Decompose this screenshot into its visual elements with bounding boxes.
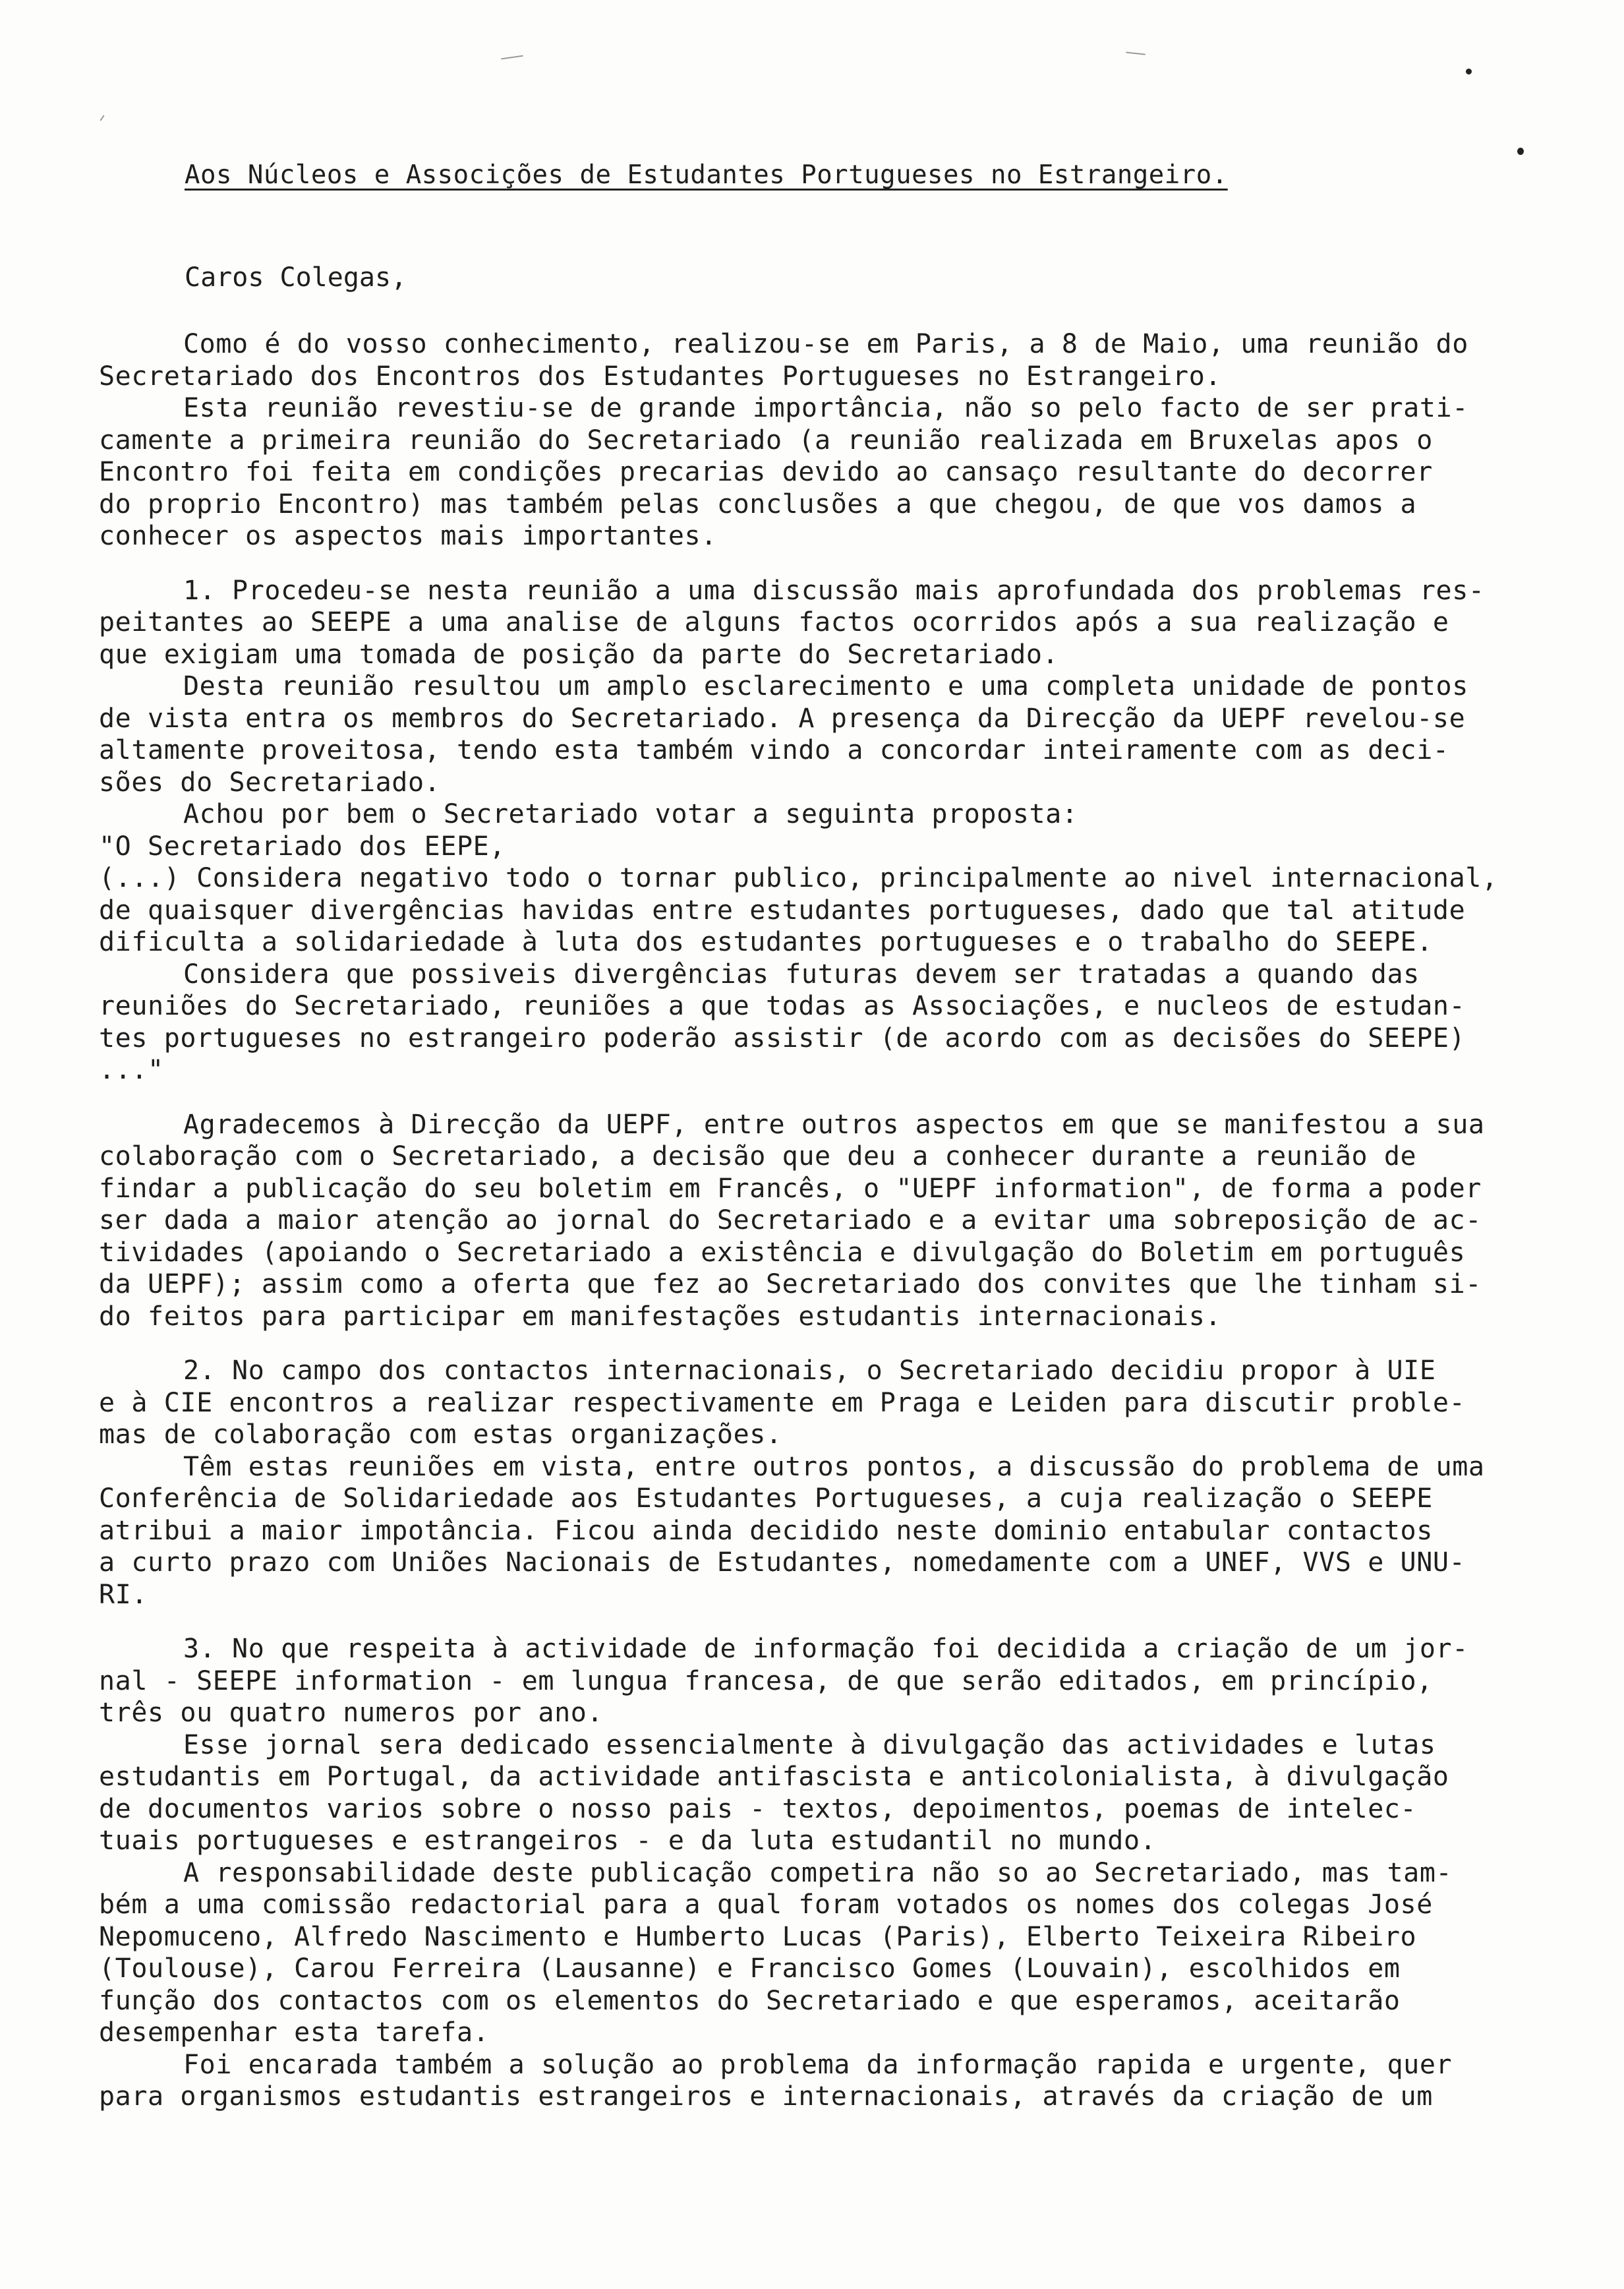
text-line: bém a uma comissão redactorial para a qual foram votados os nomes dos colegas José bbox=[99, 1889, 1433, 1920]
text-line: altamente proveitosa, tendo esta também vindo a concordar inteiramente com as deci- bbox=[99, 735, 1449, 765]
paragraph bbox=[99, 1109, 1536, 1333]
text-line: tes portugueses no estrangeiro poderão assistir (de acordo com as decisões do SEEPE) bbox=[99, 1023, 1466, 1054]
paragraph-gap bbox=[99, 552, 1536, 575]
text-line: tividades (apoiando o Secretariado a existência e divulgação do Boletim em português bbox=[99, 1237, 1466, 1268]
text-line: A responsabilidade deste publicação competira não so ao Secretariado, mas tam- bbox=[183, 1857, 1453, 1888]
paragraph bbox=[99, 798, 1536, 831]
text-line: colaboração com o Secretariado, a decisão que deu a conhecer durante a reunião de bbox=[99, 1141, 1417, 1172]
text-line: de documentos varios sobre o nosso pais - textos, depoimentos, poemas de intelec- bbox=[99, 1793, 1417, 1824]
text-line: Nepomuceno, Alfredo Nascimento e Humberto Lucas (Paris), Elberto Teixeira Ribeiro bbox=[99, 1921, 1417, 1952]
text-line: (Toulouse), Carou Ferreira (Lausanne) e Francisco Gomes (Louvain), escolhidos em bbox=[99, 1953, 1401, 1984]
paragraph bbox=[99, 670, 1536, 798]
letter-body bbox=[99, 328, 1536, 2113]
text-line: Considera que possiveis divergências futuras devem ser tratadas a quando das bbox=[183, 959, 1420, 990]
text-line: 3. No que respeita à actividade de informação foi decidida a criação de um jor- bbox=[183, 1634, 1468, 1664]
scan-mark bbox=[1126, 51, 1146, 55]
document-title: Aos Núcleos e Associções de Estudantes Portugueses no Estrangeiro. bbox=[185, 160, 1228, 190]
text-line: função dos contactos com os elementos do Secretariado e que esperamos, aceitarão bbox=[99, 1985, 1401, 2016]
paragraph-gap bbox=[99, 1611, 1536, 1633]
ink-speck bbox=[1466, 69, 1472, 74]
text-line: Desta reunião resultou um amplo esclarecimento e uma completa unidade de pontos bbox=[183, 671, 1468, 701]
salutation: Caros Colegas, bbox=[185, 262, 407, 293]
scan-mark bbox=[501, 55, 523, 60]
text-line: sões do Secretariado. bbox=[99, 767, 441, 798]
scan-mark bbox=[100, 115, 104, 121]
text-line: Como é do vosso conhecimento, realizou-se em Paris, a 8 de Maio, uma reunião do bbox=[183, 329, 1468, 359]
text-line: mas de colaboração com estas organizações. bbox=[99, 1419, 782, 1450]
paragraph bbox=[99, 575, 1536, 671]
paragraph bbox=[99, 1355, 1536, 1451]
text-line: Achou por bem o Secretariado votar a seguinta proposta: bbox=[183, 799, 1078, 829]
text-line: 2. No campo dos contactos internacionais, o Secretariado decidiu propor à UIE bbox=[183, 1355, 1436, 1386]
text-line: e à CIE encontros a realizar respectivamente em Praga e Leiden para discutir proble- bbox=[99, 1387, 1466, 1418]
text-line: Têm estas reuniões em vista, entre outros pontos, a discussão do problema de uma bbox=[183, 1451, 1485, 1482]
text-line: Esse jornal sera dedicado essencialmente à divulgação das actividades e lutas bbox=[183, 1729, 1436, 1760]
paragraph bbox=[99, 392, 1536, 552]
text-line: Conferência de Solidariedade aos Estudantes Portugueses, a cuja realização o SEEPE bbox=[99, 1483, 1433, 1514]
text-line: "O Secretariado dos EEPE, bbox=[99, 831, 506, 862]
text-line: Secretariado dos Encontros dos Estudantes Portugueses no Estrangeiro. bbox=[99, 361, 1222, 392]
paragraph bbox=[99, 1451, 1536, 1611]
paragraph bbox=[99, 1857, 1536, 2049]
text-line: tuais portugueses e estrangeiros - e da luta estudantil no mundo. bbox=[99, 1826, 1157, 1856]
text-line: dificulta a solidariedade à luta dos estudantes portugueses e o trabalho do SEEPE. bbox=[99, 927, 1433, 957]
text-line: (...) Considera negativo todo o tornar publico, principalmente ao nivel internacional, bbox=[99, 863, 1498, 893]
paragraph bbox=[99, 831, 1536, 959]
text-line: de quaisquer divergências havidas entre estudantes portugueses, dado que tal atitude bbox=[99, 895, 1466, 926]
paragraph bbox=[99, 1729, 1536, 1857]
text-line: do proprio Encontro) mas também pelas conclusões a que chegou, de que vos damos a bbox=[99, 489, 1417, 520]
paragraph bbox=[99, 1633, 1536, 1729]
ink-speck bbox=[1517, 148, 1524, 155]
text-line: camente a primeira reunião do Secretariado (a reunião realizada em Bruxelas apos o bbox=[99, 425, 1433, 456]
text-line: de vista entra os membros do Secretariado. A presença da Direcção da UEPF revelou-se bbox=[99, 703, 1466, 734]
text-line: que exigiam uma tomada de posição da parte do Secretariado. bbox=[99, 639, 1059, 670]
paragraph bbox=[99, 328, 1536, 392]
text-line: ..." bbox=[99, 1055, 164, 1085]
text-line: RI. bbox=[99, 1579, 148, 1610]
text-line: Encontro foi feita em condições precarias devido ao cansaço resultante do decorrer bbox=[99, 457, 1433, 487]
text-line: conhecer os aspectos mais importantes. bbox=[99, 521, 717, 551]
text-line: para organismos estudantis estrangeiros e internacionais, através da criação de um bbox=[99, 2081, 1433, 2112]
paragraph-gap bbox=[99, 1332, 1536, 1355]
text-line: 1. Procedeu-se nesta reunião a uma discussão mais aprofundada dos problemas res- bbox=[183, 575, 1485, 606]
text-line: ser dada a maior atenção ao jornal do Secretariado e a evitar uma sobreposição de ac- bbox=[99, 1205, 1482, 1235]
paragraph bbox=[99, 2049, 1536, 2113]
text-line: da UEPF); assim como a oferta que fez ao Secretariado dos convites que lhe tinham si- bbox=[99, 1269, 1482, 1299]
text-line: findar a publicação do seu boletim em Francês, o "UEPF information", de forma a poder bbox=[99, 1173, 1482, 1204]
text-line: Foi encarada também a solução ao problema da informação rapida e urgente, quer bbox=[183, 2049, 1453, 2080]
text-line: reuniões do Secretariado, reuniões a que todas as Associações, e nucleos de estudan- bbox=[99, 991, 1466, 1021]
text-line: estudantis em Portugal, da actividade antifascista e anticolonialista, à divulgação bbox=[99, 1762, 1449, 1792]
text-line: três ou quatro numeros por ano. bbox=[99, 1698, 604, 1728]
text-line: Agradecemos à Direcção da UEPF, entre outros aspectos em que se manifestou a sua bbox=[183, 1109, 1485, 1140]
paragraph bbox=[99, 959, 1536, 1086]
text-line: nal - SEEPE information - em lungua francesa, de que serão editados, em princípio, bbox=[99, 1665, 1433, 1696]
text-line: do feitos para participar em manifestações estudantis internacionais. bbox=[99, 1301, 1222, 1332]
paragraph-gap bbox=[99, 1086, 1536, 1109]
text-line: a curto prazo com Uniões Nacionais de Estudantes, nomedamente com a UNEF, VVS e UNU- bbox=[99, 1547, 1466, 1578]
text-line: atribui a maior impotância. Ficou ainda decidido neste dominio entabular contactos bbox=[99, 1515, 1433, 1546]
text-line: peitantes ao SEEPE a uma analise de alguns factos ocorridos após a sua realização e bbox=[99, 607, 1449, 638]
text-line: desempenhar esta tarefa. bbox=[99, 2017, 490, 2048]
text-line: Esta reunião revestiu-se de grande importância, não so pelo facto de ser prati- bbox=[183, 393, 1468, 423]
